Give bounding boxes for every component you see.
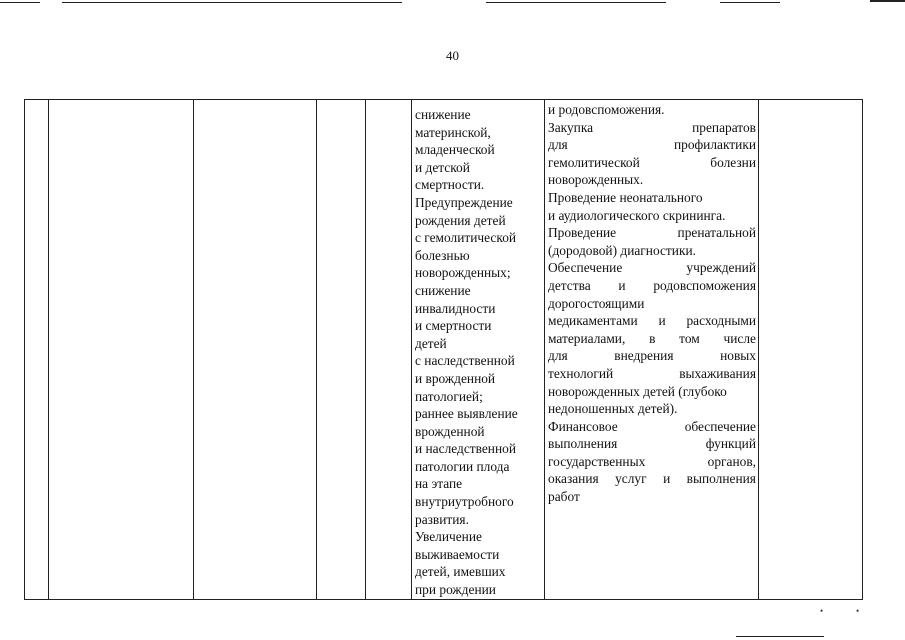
cell-number [25, 100, 49, 600]
table-row [25, 100, 863, 600]
activities-word: медикаментами [548, 313, 638, 329]
page-number: 40 [446, 48, 459, 63]
activities-word: недоношенных детей). [548, 401, 678, 417]
activities-line [548, 295, 756, 313]
activities-word: работ [548, 489, 580, 505]
activities-line [548, 453, 756, 471]
goals-line: Предупреждение [415, 194, 513, 210]
activities-word: выполнения [686, 471, 756, 487]
activities-line [548, 171, 756, 189]
goals-line: инвалидности [415, 300, 496, 316]
activities-word: учреждений [686, 260, 756, 276]
activities-word: оказания [548, 471, 599, 487]
goals-line: и смертности [415, 318, 492, 334]
activities-line [548, 207, 756, 225]
activities-word: материалами, [548, 330, 626, 346]
cell-empty-3 [317, 100, 366, 600]
activities-line [548, 312, 756, 330]
goals-line: внутриутробного [415, 494, 514, 510]
goals-line: болезнью [415, 247, 470, 263]
goals-line: снижение [415, 282, 471, 298]
activities-line [548, 470, 756, 488]
goals-line: смертности. [415, 177, 485, 193]
goals-line: новорожденных; [415, 265, 511, 281]
activities-line [548, 259, 756, 277]
top-rule-5 [870, 0, 905, 2]
activities-line [548, 224, 756, 242]
goals-line: выживаемости [415, 546, 500, 562]
goals-line: и детской [415, 159, 470, 175]
activities-word: числе [723, 330, 756, 346]
activities-word: выполнения [548, 436, 618, 452]
activities-word: и [658, 313, 666, 329]
goals-line: с наследственной [415, 353, 515, 369]
goals-line: рождения детей [415, 212, 506, 228]
activities-line [548, 242, 756, 260]
activities-word: Финансовое [548, 418, 618, 434]
activities-word: Закупка [548, 119, 594, 135]
activities-word: и [618, 277, 626, 293]
activities-line [548, 277, 756, 295]
activities-word: профилактики [673, 137, 756, 153]
top-rule-1 [0, 2, 40, 3]
activities-word: препаратов [692, 119, 756, 135]
activities-word: органов, [707, 453, 756, 469]
activities-word: и аудиологического скрининга. [548, 207, 726, 223]
activities-word: том [679, 330, 700, 346]
activities-word: Проведение неонатального [548, 189, 703, 205]
activities-line [548, 119, 756, 137]
activities-line [548, 330, 756, 348]
activities-word: выхаживания [679, 365, 756, 381]
activities-word: (дородовой) диагностики. [548, 242, 696, 258]
cell-empty-last [759, 100, 863, 600]
document-table [24, 99, 863, 600]
scan-mark-2: • [856, 606, 860, 616]
goals-line: детей, имевших [415, 564, 506, 580]
activities-word: гемолитической [548, 154, 640, 170]
activities-line [548, 488, 756, 506]
activities-word: детства [548, 277, 591, 293]
goals-line: и врожденной [415, 370, 496, 386]
scan-mark-1: • [820, 606, 824, 616]
activities-word: болезни [710, 154, 756, 170]
goals-line: младенческой [415, 142, 495, 158]
cell-empty-2 [194, 100, 317, 600]
cell-empty-4 [366, 100, 412, 600]
activities-line [548, 101, 756, 119]
activities-word: для [548, 137, 568, 153]
cell-empty-1 [49, 100, 194, 600]
goals-line: развития. [415, 511, 469, 527]
activities-word: новых [720, 348, 756, 364]
goals-line: материнской, [415, 124, 491, 140]
activities-word: и [663, 471, 671, 487]
top-rule-4 [720, 2, 780, 3]
goals-text [412, 100, 544, 599]
goals-line: раннее выявление [415, 406, 518, 422]
goals-line: врожденной [415, 423, 485, 439]
goals-line: с гемолитической [415, 230, 517, 246]
activities-word: новорожденных детей (глубоко [548, 383, 727, 399]
activities-word: в [649, 330, 656, 346]
goals-line: Увеличение [415, 529, 482, 545]
goals-line: патологией; [415, 388, 483, 404]
goals-line: патологии плода [415, 458, 510, 474]
activities-text [545, 100, 758, 506]
activities-line [548, 189, 756, 207]
activities-line [548, 154, 756, 172]
goals-line: и наследственной [415, 441, 517, 457]
activities-line [548, 383, 756, 401]
activities-word: функций [705, 436, 756, 452]
goals-line: на этапе [415, 476, 463, 492]
activities-word: технологий [548, 365, 614, 381]
activities-word: обеспечение [684, 418, 756, 434]
activities-word: и родовспоможения. [548, 102, 665, 117]
goals-line: детей [415, 335, 447, 351]
activities-word: внедрения [614, 348, 674, 364]
activities-word: Проведение [548, 225, 617, 241]
bottom-rule [736, 636, 824, 637]
activities-word: расходными [686, 313, 756, 329]
activities-line [548, 435, 756, 453]
activities-line [548, 347, 756, 365]
activities-word: дорогостоящими [548, 295, 645, 311]
goals-line: при рождении [415, 582, 496, 598]
goals-line: снижение [415, 107, 471, 122]
activities-word: новорожденных. [548, 172, 644, 188]
activities-word: пренатальной [677, 225, 756, 241]
activities-word: услуг [615, 471, 647, 487]
activities-line [548, 136, 756, 154]
cell-goals [412, 100, 545, 600]
activities-line [548, 400, 756, 418]
cell-activities [545, 100, 759, 600]
activities-word: родовспоможения [653, 277, 756, 293]
activities-word: государственных [548, 453, 646, 469]
activities-word: для [548, 348, 568, 364]
activities-line [548, 418, 756, 436]
top-rule-3 [486, 2, 666, 3]
activities-line [548, 365, 756, 383]
top-rule-2 [62, 2, 402, 3]
activities-word: Обеспечение [548, 260, 623, 276]
